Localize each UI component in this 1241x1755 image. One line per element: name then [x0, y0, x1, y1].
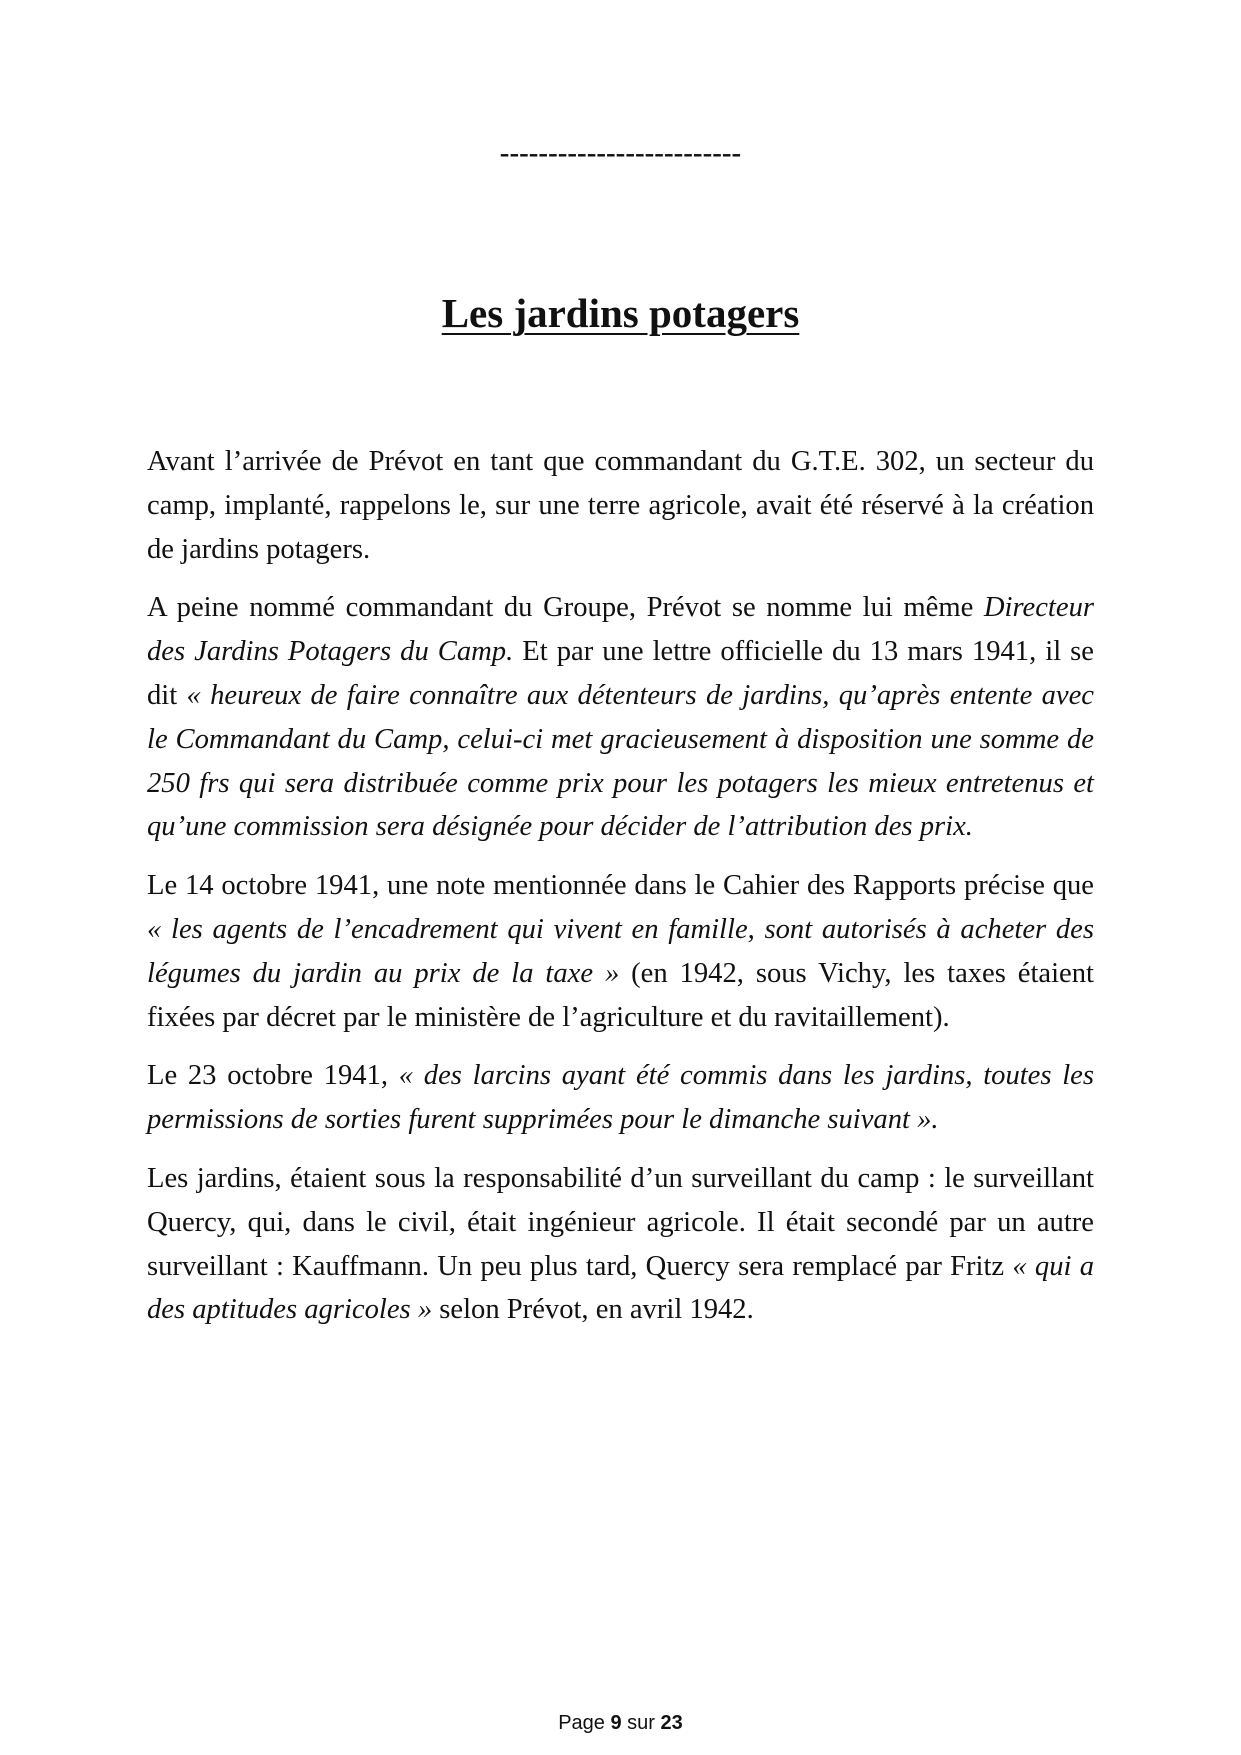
italic-title: Directeur des Jardins Potagers du Camp. [147, 592, 1094, 668]
paragraph-5 [147, 1157, 1094, 1332]
total-pages-number: 23 [660, 1712, 683, 1734]
paragraph-1 [147, 440, 1094, 571]
page-label-middle: sur [621, 1712, 661, 1734]
paragraph-text: selon Prévot, en avril 1942. [432, 1294, 754, 1326]
page-label: Page [558, 1712, 611, 1734]
quotation: « qui a des aptitudes agricoles » [147, 1250, 1094, 1326]
quotation: « des larcins ayant été commis dans les jardins, toutes les permissions de sorties furent supprimées pour le dimanche suivant ». [147, 1060, 1094, 1136]
paragraph-2 [147, 586, 1094, 849]
paragraph-4 [147, 1054, 1094, 1142]
current-page-number: 9 [610, 1712, 622, 1734]
paragraph-text: (en 1942, sous Vichy, les taxes étaient fixées par décret par le ministère de l’agriculture et du ravitaillement). [147, 957, 1094, 1033]
paragraph-text: Avant l’arrivée de Prévot en tant que commandant du G.T.E. 302, un secteur du camp, implanté, rappelons le, sur une terre agricole, avait été réservé à la création de jardins potagers. [147, 446, 1094, 565]
paragraph-text: Les jardins, étaient sous la responsabilité d’un surveillant du camp : le surveillant Quercy, qui, dans le civil, était ingénieur agricole. Il était secondé par un autre surveillant : Kauffmann. Un peu plus tard, Quercy sera remplacé par Fritz [147, 1162, 1094, 1282]
paragraph-3 [147, 864, 1094, 1039]
page-footer [0, 1711, 1241, 1735]
page-title: Les jardins potagers [441, 290, 800, 336]
paragraph-text: A peine nommé commandant du Groupe, Prévot se nomme lui même [147, 592, 984, 624]
quotation: « les agents de l’encadrement qui vivent en famille, sont autorisés à acheter des légumes du jardin au prix de la taxe » [147, 913, 1094, 989]
quotation: « heureux de faire connaître aux détenteurs de jardins, qu’après entente avec le Commandant du Camp, celui-ci met gracieusement à disposition une somme de 250 frs qui sera distribuée comme prix pour les potagers les mieux entretenus et qu’une commission sera désignée pour décider de l’attribution des prix. [147, 679, 1094, 843]
paragraph-text: Et par une lettre officielle du 13 mars 1941, il se dit [147, 636, 1094, 711]
paragraph-text: Le 23 octobre 1941, [147, 1060, 399, 1092]
document-body [147, 440, 1094, 1347]
paragraph-text: Le 14 octobre 1941, une note mentionnée dans le Cahier des Rapports précise que [147, 870, 1094, 902]
section-separator: ------------------------- [499, 137, 742, 169]
